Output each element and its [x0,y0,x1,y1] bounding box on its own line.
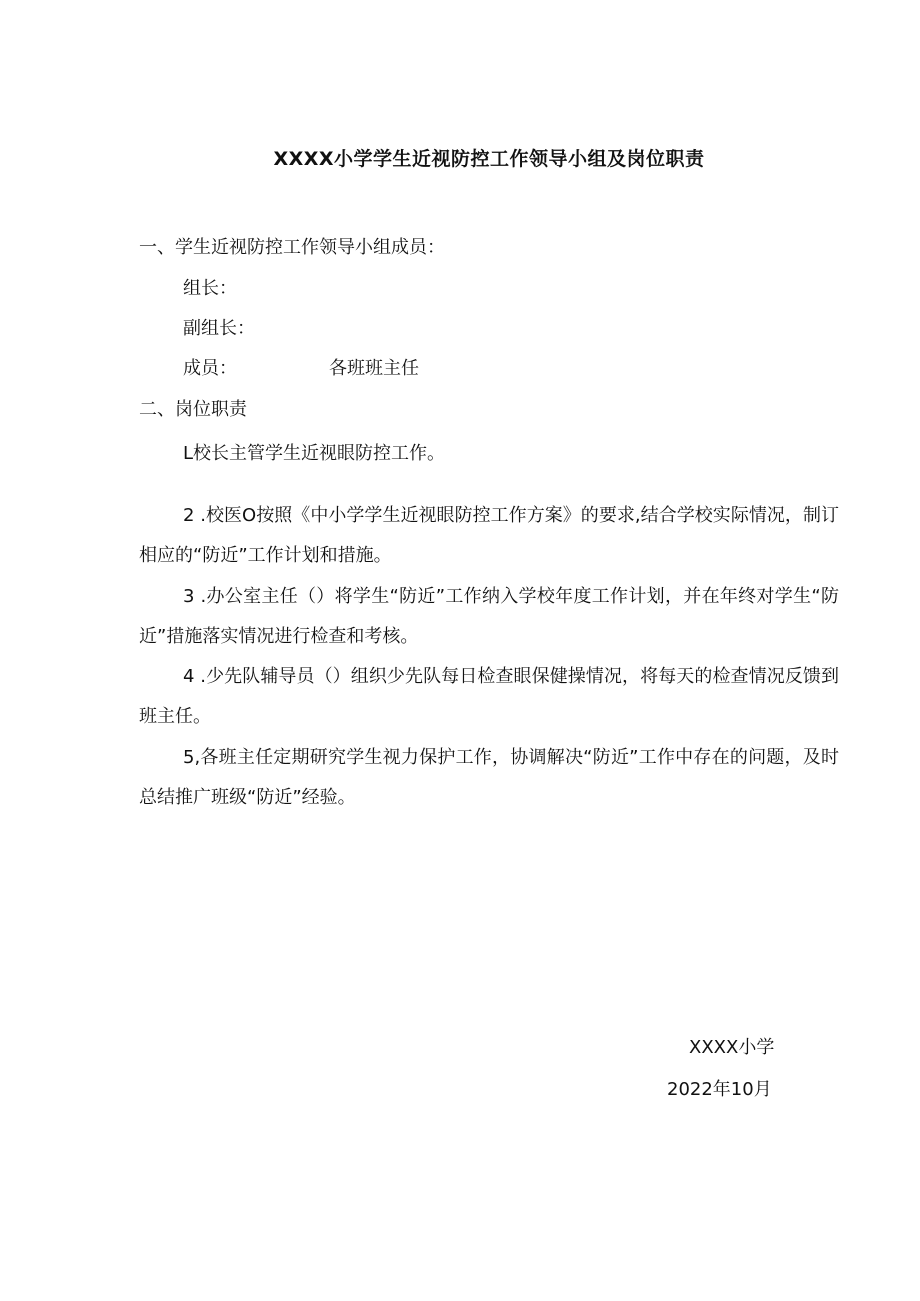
vice-leader-label: 副组长： [183,318,255,339]
duty-item-1: L校长主管学生近视眼防控工作。 [183,443,446,464]
leader-label: 组长： [183,278,237,299]
duty-item-5: 5,各班主任定期研究学生视力保护工作，协调解决“防近”工作中存在的问题，及时总结推广班级“防近”经验。 [139,747,839,808]
members-label: 成员： [183,358,237,379]
members-value: 各班班主任 [329,358,419,379]
section-2-heading: 二、岗位职责 [139,399,247,420]
signature-date: 2022年10月 [667,1079,772,1100]
duty-item-4: 4 .少先队辅导员（）组织少先队每日检查眼保健操情况，将每天的检查情况反馈到班主任。 [139,666,839,727]
duty-item-2: 2 .校医O按照《中小学学生近视眼防控工作方案》的要求,结合学校实际情况，制订相应的“防近”工作计划和措施。 [139,505,839,566]
document-title: XXXX小学学生近视防控工作领导小组及岗位职责 [273,148,705,170]
signature-school: XXXX小学 [689,1037,775,1058]
duty-item-3: 3 .办公室主任（）将学生“防近”工作纳入学校年度工作计划，并在年终对学生“防近”措施落实情况进行检查和考核。 [139,586,839,647]
section-1-heading: 一、学生近视防控工作领导小组成员： [139,237,445,258]
